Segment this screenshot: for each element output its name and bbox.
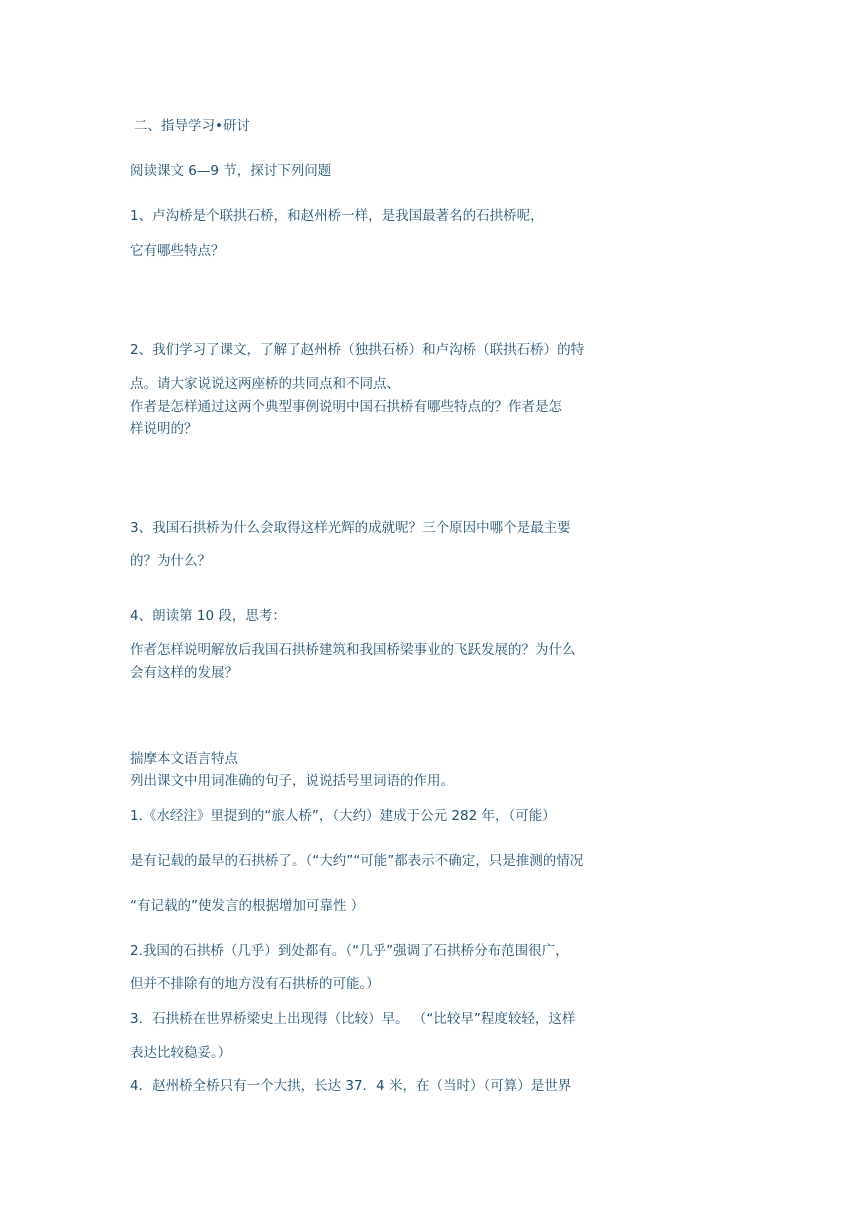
question-2-line-4: 样说明的？ (130, 421, 198, 437)
language-instruction: 列出课文中用词准确的句子，说说括号里词语的作用。 (130, 773, 454, 789)
example-line: 2.我国的石拱桥（几乎）到处都有。（“几乎”强调了石拱桥分布范围很广， (130, 943, 569, 959)
section-heading: 二、指导学习•研讨 (134, 118, 250, 134)
example-line: 1.《水经注》里提到的“旅人桥”，（大约）建成于公元 282 年，（可能） (130, 808, 556, 824)
question-3-line-2: 的？为什么？ (130, 553, 211, 569)
question-4-line-2: 作者怎样说明解放后我国石拱桥建筑和我国桥梁事业的飞跃发展的？为什么 (130, 642, 576, 658)
example-line: “有记载的”使发言的根据增加可靠性 ） (130, 898, 365, 914)
example-line: 3．石拱桥在世界桥梁史上出现得（比较）早。 （“比较早”程度较轻，这样 (130, 1011, 576, 1027)
language-heading: 揣摩本文语言特点 (130, 751, 238, 767)
question-2-line-2: 点。请大家说说这两座桥的共同点和不同点、 (130, 376, 400, 392)
question-1-line-1: 1、卢沟桥是个联拱石桥，和赵州桥一样，是我国最著名的石拱桥呢， (130, 208, 544, 224)
question-2-line-1: 2、我们学习了课文，了解了赵州桥（独拱石桥）和卢沟桥（联拱石桥）的特 (130, 342, 585, 358)
question-4-line-3: 会有这样的发展？ (130, 665, 238, 681)
question-2-line-3: 作者是怎样通过这两个典型事例说明中国石拱桥有哪些特点的？作者是怎 (130, 399, 562, 415)
example-line: 但并不排除有的地方没有石拱桥的可能。） (130, 976, 380, 992)
example-line: 表达比较稳妥。） (130, 1045, 232, 1061)
example-line: 是有记载的最早的石拱桥了。（“大约”“可能”都表示不确定，只是推测的情况 (130, 853, 584, 869)
question-4-line-1: 4、朗读第 10 段，思考： (130, 608, 286, 624)
reading-instruction: 阅读课文 6—9 节，探讨下列问题 (130, 163, 332, 179)
question-1-line-2: 它有哪些特点？ (130, 243, 225, 259)
question-3-line-1: 3、我国石拱桥为什么会取得这样光辉的成就呢？三个原因中哪个是最主要 (130, 520, 571, 536)
example-line: 4．赵州桥全桥只有一个大拱，长达 37．4 米，在（当时）（可算）是世界 (130, 1078, 572, 1094)
